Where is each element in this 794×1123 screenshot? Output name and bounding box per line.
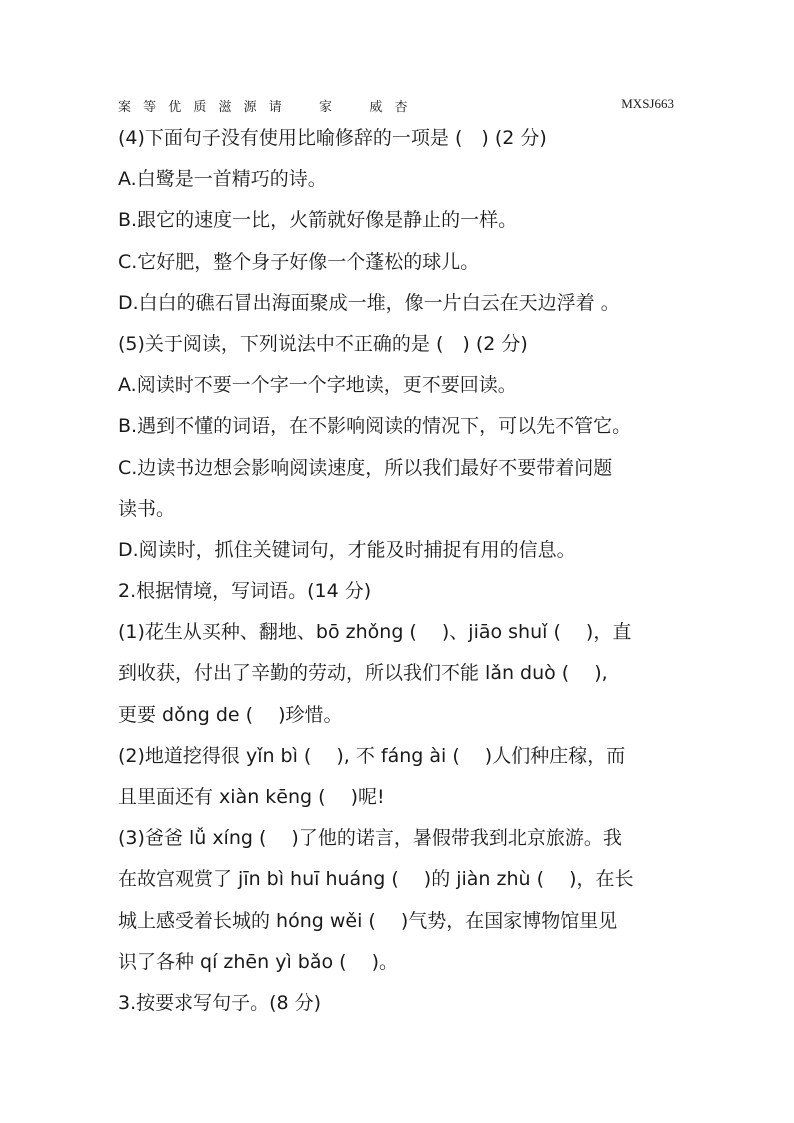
question-4-option-d: D.白白的礁石冒出海面聚成一堆，像一片白云在天边浮着 。	[118, 291, 620, 314]
section-2-item-3-line-1: (3)爸爸 lǚ xíng ( )了他的诺言，暑假带我到北京旅游。我	[118, 827, 622, 850]
question-5-stem: (5)关于阅读，下列说法中不正确的是 ( ) (2 分)	[118, 332, 528, 355]
question-5-option-d: D.阅读时，抓住关键词句，才能及时捕捉有用的信息。	[118, 538, 576, 561]
section-2-item-3-line-4: 识了各种 qí zhēn yì bǎo ( )。	[118, 950, 398, 973]
section-2-item-2-line-2: 且里面还有 xiàn kēng ( )呢!	[118, 786, 385, 808]
header-code: MXSJ663	[621, 96, 674, 111]
question-4-option-a: A.白鹭是一首精巧的诗。	[118, 168, 327, 191]
question-4-option-c: C.它好肥，整个身子好像一个蓬松的球儿。	[118, 250, 480, 273]
section-2-title: 2.根据情境，写词语。(14 分)	[118, 580, 372, 603]
question-5-option-c: C.边读书边想会影响阅读速度，所以我们最好不要带着问题	[118, 456, 613, 479]
question-4-stem: (4)下面句子没有使用比喻修辞的一项是 ( ) (2 分)	[118, 127, 547, 149]
question-5-option-c-cont: 读书。	[118, 497, 176, 520]
section-2-item-1-line-3: 更要 dǒng de ( )珍惜。	[118, 703, 343, 726]
section-2-item-1-line-2: 到收获，付出了辛勤的劳动，所以我们不能 lǎn duò ( ),	[118, 662, 608, 685]
question-content	[118, 123, 678, 1029]
question-5-option-b: B.遇到不懂的词语，在不影响阅读的情况下，可以先不管它。	[118, 415, 632, 438]
question-4-option-b: B.跟它的速度一比，火箭就好像是静止的一样。	[118, 209, 518, 232]
header-watermark-text: 案 等 优 质 滋 源 请 家 威 杏	[118, 100, 409, 115]
section-2-item-2-line-1: (2)地道挖得很 yǐn bì ( ), 不 fáng ài ( )人们种庄稼，而	[118, 744, 626, 767]
section-2-item-3-line-2: 在故宫观赏了 jīn bì huī huáng ( )的 jiàn zhù ( )，在长	[118, 868, 634, 891]
section-2-item-3-line-3: 城上感受着长城的 hóng wěi ( )气势，在国家博物馆里见	[118, 909, 618, 932]
question-5-option-a: A.阅读时不要一个字一个字地读，更不要回读。	[118, 374, 517, 397]
section-2-item-1-line-1: (1)花生从买种、翻地、bō zhǒng ( )、jiāo shuǐ ( )，直	[118, 621, 632, 644]
page-header	[118, 96, 674, 116]
section-3-title: 3.按要求写句子。(8 分)	[118, 991, 322, 1014]
